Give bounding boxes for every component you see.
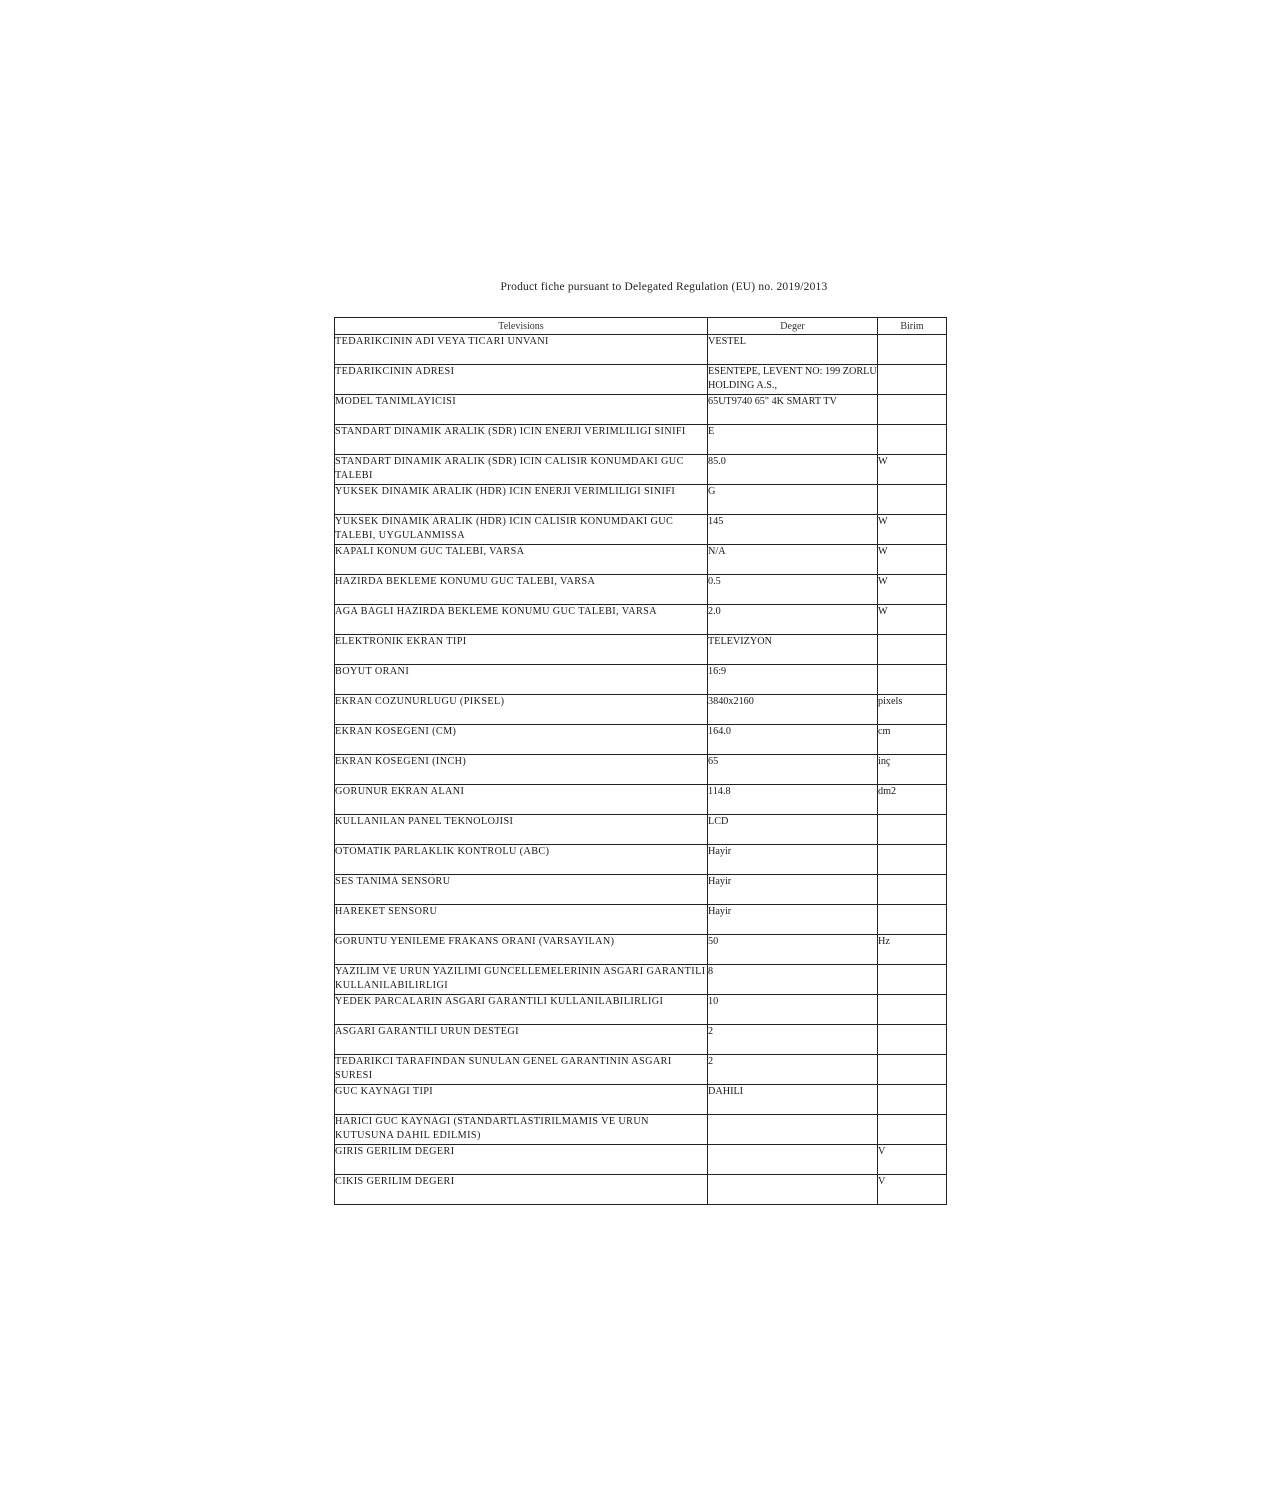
row-label: YUKSEK DINAMIK ARALIK (HDR) ICIN CALISIR KONUMDAKI GUC TALEBI, UYGULANMISSA (335, 515, 708, 545)
row-unit (878, 425, 947, 455)
row-value: Hayir (708, 905, 878, 935)
row-label: GUC KAYNAGI TIPI (335, 1085, 708, 1115)
row-label: HAREKET SENSORU (335, 905, 708, 935)
row-label: YAZILIM VE URUN YAZILIMI GUNCELLEMELERININ ASGARI GARANTILI KULLANILABILIRLIGI (335, 965, 708, 995)
row-unit (878, 335, 947, 365)
row-unit (878, 1055, 947, 1085)
row-label: STANDART DINAMIK ARALIK (SDR) ICIN CALISIR KONUMDAKI GUC TALEBI (335, 455, 708, 485)
table-row (335, 395, 947, 425)
row-label: YUKSEK DINAMIK ARALIK (HDR) ICIN ENERJI VERIMLILIGI SINIFI (335, 485, 708, 515)
row-value: ESENTEPE, LEVENT NO: 199 ZORLU HOLDING A.S., (708, 365, 878, 395)
row-value: LCD (708, 815, 878, 845)
row-value: 2 (708, 1025, 878, 1055)
table-row (335, 785, 947, 815)
row-label: ASGARI GARANTILI URUN DESTEGI (335, 1025, 708, 1055)
row-value: DAHILI (708, 1085, 878, 1115)
table-row (335, 515, 947, 545)
row-value: 65UT9740 65" 4K SMART TV (708, 395, 878, 425)
row-value: 65 (708, 755, 878, 785)
table-row (335, 905, 947, 935)
row-value: G (708, 485, 878, 515)
row-value: 145 (708, 515, 878, 545)
row-label: ELEKTRONIK EKRAN TIPI (335, 635, 708, 665)
table-row (335, 875, 947, 905)
row-unit: Hz (878, 935, 947, 965)
column-header-deger: Deger (708, 318, 878, 335)
row-unit (878, 365, 947, 395)
table-row (335, 425, 947, 455)
row-label: GIRIS GERILIM DEGERI (335, 1145, 708, 1175)
column-header-birim: Birim (878, 318, 947, 335)
row-value: 8 (708, 965, 878, 995)
row-unit (878, 905, 947, 935)
row-unit: pixels (878, 695, 947, 725)
row-label: AGA BAGLI HAZIRDA BEKLEME KONUMU GUC TALEBI, VARSA (335, 605, 708, 635)
row-label: HARICI GUC KAYNAGI (STANDARTLASTIRILMAMIS VE URUN KUTUSUNA DAHIL EDILMIS) (335, 1115, 708, 1145)
table-row (335, 1115, 947, 1145)
row-unit (878, 1115, 947, 1145)
row-unit: V (878, 1175, 947, 1205)
table-row (335, 995, 947, 1025)
row-unit (878, 635, 947, 665)
row-label: BOYUT ORANI (335, 665, 708, 695)
row-value (708, 1145, 878, 1175)
table-row (335, 1145, 947, 1175)
row-label: TEDARIKCI TARAFINDAN SUNULAN GENEL GARANTININ ASGARI SURESI (335, 1055, 708, 1085)
row-label: GORUNUR EKRAN ALANI (335, 785, 708, 815)
row-label: KULLANILAN PANEL TEKNOLOJISI (335, 815, 708, 845)
row-value: N/A (708, 545, 878, 575)
table-row (335, 575, 947, 605)
row-value: 85.0 (708, 455, 878, 485)
table-row (335, 1025, 947, 1055)
table-row (335, 455, 947, 485)
table-row (335, 335, 947, 365)
table-row (335, 635, 947, 665)
row-value: 16:9 (708, 665, 878, 695)
row-unit (878, 395, 947, 425)
row-unit (878, 845, 947, 875)
row-label: HAZIRDA BEKLEME KONUMU GUC TALEBI, VARSA (335, 575, 708, 605)
table-row (335, 935, 947, 965)
table-header-row (335, 318, 947, 335)
row-unit: W (878, 545, 947, 575)
product-fiche-table (334, 317, 947, 1205)
row-unit: W (878, 575, 947, 605)
row-label: TEDARIKCININ ADRESI (335, 365, 708, 395)
row-value: Hayir (708, 875, 878, 905)
row-value: 0.5 (708, 575, 878, 605)
row-label: EKRAN KOSEGENI (INCH) (335, 755, 708, 785)
row-unit (878, 1085, 947, 1115)
row-value: TELEVIZYON (708, 635, 878, 665)
row-unit: V (878, 1145, 947, 1175)
row-label: KAPALI KONUM GUC TALEBI, VARSA (335, 545, 708, 575)
table-row (335, 485, 947, 515)
row-label: OTOMATIK PARLAKLIK KONTROLU (ABC) (335, 845, 708, 875)
row-unit (878, 875, 947, 905)
row-unit (878, 485, 947, 515)
row-unit: dm2 (878, 785, 947, 815)
table-row (335, 545, 947, 575)
table-row (335, 845, 947, 875)
table-row (335, 1085, 947, 1115)
table-row (335, 965, 947, 995)
row-unit (878, 665, 947, 695)
row-value (708, 1115, 878, 1145)
table-row (335, 605, 947, 635)
column-header-televisions: Televisions (335, 318, 708, 335)
row-value: 114.8 (708, 785, 878, 815)
row-unit: W (878, 515, 947, 545)
document-title: Product fiche pursuant to Delegated Regulation (EU) no. 2019/2013 (500, 281, 828, 293)
row-label: CIKIS GERILIM DEGERI (335, 1175, 708, 1205)
row-unit: cm (878, 725, 947, 755)
table-body (335, 335, 947, 1205)
row-unit: W (878, 455, 947, 485)
row-value: E (708, 425, 878, 455)
row-label: STANDART DINAMIK ARALIK (SDR) ICIN ENERJI VERIMLILIGI SINIFI (335, 425, 708, 455)
row-label: GORUNTU YENILEME FRAKANS ORANI (VARSAYILAN) (335, 935, 708, 965)
row-unit (878, 815, 947, 845)
row-value: 10 (708, 995, 878, 1025)
row-value: Hayir (708, 845, 878, 875)
table-row (335, 665, 947, 695)
row-unit (878, 965, 947, 995)
table-row (335, 725, 947, 755)
table-row (335, 815, 947, 845)
row-value: 50 (708, 935, 878, 965)
row-unit (878, 1025, 947, 1055)
row-label: TEDARIKCININ ADI VEYA TICARI UNVANI (335, 335, 708, 365)
row-unit: inç (878, 755, 947, 785)
row-label: EKRAN COZUNURLUGU (PIKSEL) (335, 695, 708, 725)
row-unit (878, 995, 947, 1025)
row-value (708, 1175, 878, 1205)
table-row (335, 1175, 947, 1205)
row-label: SES TANIMA SENSORU (335, 875, 708, 905)
table-row (335, 365, 947, 395)
table-row (335, 755, 947, 785)
row-value: VESTEL (708, 335, 878, 365)
row-label: YEDEK PARCALARIN ASGARI GARANTILI KULLANILABILIRLIGI (335, 995, 708, 1025)
row-value: 2 (708, 1055, 878, 1085)
row-unit: W (878, 605, 947, 635)
row-label: EKRAN KOSEGENI (CM) (335, 725, 708, 755)
row-value: 164.0 (708, 725, 878, 755)
row-value: 2.0 (708, 605, 878, 635)
row-value: 3840x2160 (708, 695, 878, 725)
table-row (335, 1055, 947, 1085)
table-row (335, 695, 947, 725)
row-label: MODEL TANIMLAYICISI (335, 395, 708, 425)
